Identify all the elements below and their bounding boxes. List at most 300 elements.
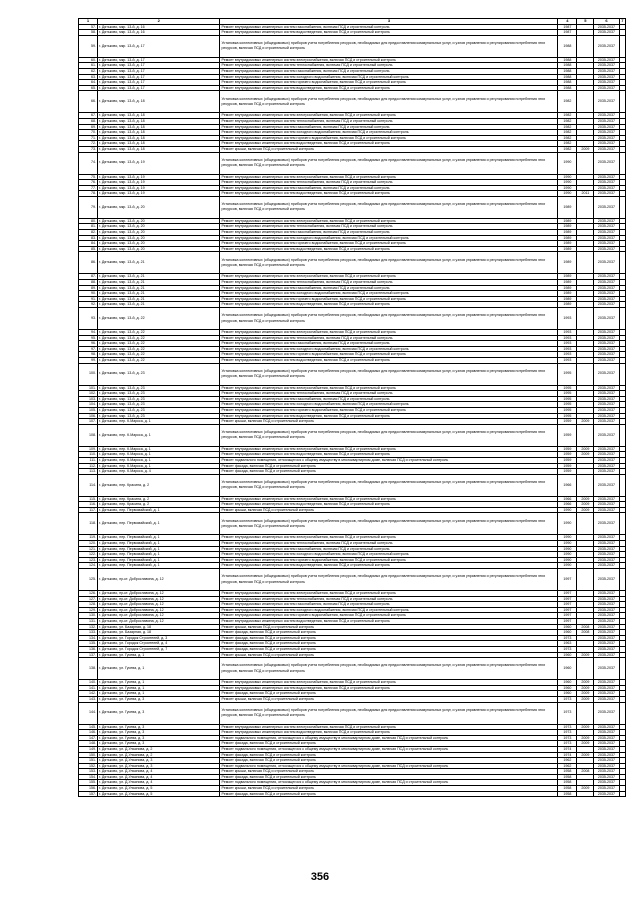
address-cell: г. Дятьково, мкр. 13-й, д. 18 [98,124,220,130]
work-type-cell: Установка коллективных (общедомовых) приборов учета потребления ресурсов, необходимых для предоставления коммунальных услуг, и узлов управления и регулирования потребления этих ресурсов, включая ПСД и строительный контроль [220,702,558,724]
row-number-cell: 152. [79,763,98,769]
notes-cell [619,91,625,113]
year-built-cell: 1973 [558,724,577,730]
row-number-cell: 80. [79,218,98,224]
address-cell: г. Дятьково, ул. Гусева, д. 1 [98,680,220,686]
work-type-cell: Ремонт внутридомовых инженерных систем холодного водоснабжения, включая ПСД и строительный контроль [220,235,558,241]
notes-cell [619,569,625,591]
address-cell: г. Дятьково, ул. Гусева, д. 1 [98,652,220,658]
notes-cell [619,474,625,496]
row-number-cell: 68. [79,118,98,124]
row-number-cell: 153. [79,769,98,775]
planned-period-cell: 2035-2037 [594,685,619,691]
planned-period-cell: 2035-2037 [594,335,619,341]
last-repair-year-cell [577,152,594,174]
address-cell: г. Дятьково, пер. Красина, д. 2 [98,496,220,502]
address-cell: г. Дятьково, ул. Гусева, д. 1 [98,658,220,680]
planned-period-cell: 2035-2037 [594,619,619,625]
planned-period-cell: 2035-2037 [594,613,619,619]
planned-period-cell: 2035-2037 [594,113,619,119]
year-built-cell: 1960 [558,691,577,697]
table-row [79,702,626,724]
row-number-cell: 105. [79,407,98,413]
address-cell: г. Дятьково, ул. Гусева, д. 3 [98,735,220,741]
year-built-cell: 1974 [558,746,577,752]
notes-cell [619,196,625,218]
planned-period-cell: 2035-2037 [594,563,619,569]
planned-period-cell: 2035-2037 [594,224,619,230]
address-cell: г. Дятьково, мкр. 13-й, д. 23 [98,402,220,408]
work-type-cell: Ремонт внутридомовых инженерных систем водоотведения, включая ПСД и строительный контроль [220,85,558,91]
year-built-cell: 1958 [558,769,577,775]
planned-period-cell: 2035-2037 [594,786,619,792]
row-number-cell: 113. [79,469,98,475]
last-repair-year-cell [577,513,594,535]
column-header-1: 1 [79,19,98,25]
year-built-cell: 1990 [558,541,577,547]
work-type-cell: Ремонт крыши, включая ПСД и строительный контроль [220,696,558,702]
planned-period-cell: 2035-2037 [594,174,619,180]
year-built-cell: 1982 [558,146,577,152]
planned-period-cell: 2035-2037 [594,346,619,352]
work-type-cell: Ремонт внутридомовых инженерных систем газоснабжения, включая ПСД и строительный контроль [220,602,558,608]
work-type-cell: Установка коллективных (общедомовых) приборов учета потребления ресурсов, необходимых для предоставления коммунальных услуг, и узлов управления и регулирования потребления этих ресурсов, включая ПСД и строительный контроль [220,569,558,591]
notes-cell [619,152,625,174]
row-number-cell: 90. [79,291,98,297]
row-number-cell: 156. [79,786,98,792]
work-type-cell: Ремонт внутридомовых инженерных систем холодного водоснабжения, включая ПСД и строительный контроль [220,130,558,136]
table-row [79,196,626,218]
year-built-cell: 1993 [558,308,577,330]
row-number-cell: 60. [79,57,98,63]
work-type-cell: Установка коллективных (общедомовых) приборов учета потребления ресурсов, необходимых для предоставления коммунальных услуг, и узлов управления и регулирования потребления этих ресурсов, включая ПСД и строительный контроль [220,658,558,680]
row-number-cell: 151. [79,758,98,764]
row-number-cell: 141. [79,685,98,691]
row-number-cell: 97. [79,346,98,352]
row-number-cell: 75. [79,174,98,180]
planned-period-cell: 2035-2037 [594,652,619,658]
work-type-cell: Ремонт фасада, включая ПСД и строительный контроль [220,463,558,469]
work-type-cell: Ремонт внутридомовых инженерных систем водоотведения, включая ПСД и строительный контроль [220,685,558,691]
table-row [79,308,626,330]
row-number-cell: 94. [79,330,98,336]
address-cell: г. Дятьково, пер. Первомайский, д. 1 [98,507,220,513]
address-cell: г. Дятьково, пер. Первомайский, д. 1 [98,535,220,541]
address-cell: г. Дятьково, пер. К.Маркса, д. 1 [98,457,220,463]
planned-period-cell: 2035-2037 [594,363,619,385]
address-cell: г. Дятьково, мкр. 13-й, д. 21 [98,274,220,280]
notes-cell [619,363,625,385]
year-built-cell: 1989 [558,296,577,302]
last-repair-year-cell: 2009 [577,680,594,686]
work-type-cell: Ремонт внутридомовых инженерных систем водоотведения, включая ПСД и строительный контроль [220,141,558,147]
planned-period-cell: 2035-2037 [594,180,619,186]
row-number-cell: 136. [79,646,98,652]
row-number-cell: 106. [79,413,98,419]
address-cell: г. Дятьково, ул. Д.Ульянова, д. 4 [98,769,220,775]
address-cell: г. Дятьково, ул. Гусева, д. 1 [98,691,220,697]
row-number-cell: 133. [79,630,98,636]
row-number-cell: 110. [79,452,98,458]
planned-period-cell: 2035-2037 [594,391,619,397]
planned-period-cell: 2035-2037 [594,135,619,141]
address-cell: г. Дятьково, пр-кт. Доброславина, д. 12 [98,596,220,602]
column-header-5: 5 [577,19,594,25]
row-number-cell: 124. [79,563,98,569]
year-built-cell: 1993 [558,330,577,336]
row-number-cell: 111. [79,457,98,463]
notes-cell [619,308,625,330]
row-number-cell: 88. [79,280,98,286]
row-number-cell: 107. [79,419,98,425]
row-number-cell: 157. [79,791,98,797]
planned-period-cell: 2035-2037 [594,63,619,69]
document-sheet [78,18,626,797]
year-built-cell: 1988 [558,80,577,86]
address-cell: г. Дятьково, мкр. 13-й, д. 16 [98,24,220,30]
year-built-cell: 1995 [558,363,577,385]
planned-period-cell: 2035-2037 [594,457,619,463]
year-built-cell: 1989 [558,218,577,224]
row-number-cell: 63. [79,74,98,80]
year-built-cell: 1973 [558,635,577,641]
year-built-cell: 1973 [558,741,577,747]
table-row [79,424,626,446]
year-built-cell: 1990 [558,152,577,174]
address-cell: г. Дятьково, мкр. 13-й, д. 19 [98,185,220,191]
year-built-cell: 1997 [558,613,577,619]
work-type-cell: Установка коллективных (общедомовых) приборов учета потребления ресурсов, необходимых для предоставления коммунальных услуг, и узлов управления и регулирования потребления этих ресурсов, включая ПСД и строительный контроль [220,196,558,218]
address-cell: г. Дятьково, ул. Базарная, д. 18 [98,630,220,636]
year-built-cell: 1990 [558,507,577,513]
address-cell: г. Дятьково, ул. Д.Ульянова, д. 2 [98,746,220,752]
row-number-cell: 96. [79,341,98,347]
row-number-cell: 104. [79,402,98,408]
planned-period-cell: 2035-2037 [594,496,619,502]
planned-period-cell: 2035-2037 [594,569,619,591]
year-built-cell: 1989 [558,241,577,247]
row-number-cell: 61. [79,63,98,69]
year-built-cell: 1988 [558,68,577,74]
planned-period-cell: 2035-2037 [594,385,619,391]
planned-period-cell: 2035-2037 [594,641,619,647]
work-type-cell: Ремонт внутридомовых инженерных систем горячего водоснабжения, включая ПСД и строительный контроль [220,296,558,302]
row-number-cell: 144. [79,702,98,724]
last-repair-year-cell: 2009 [577,507,594,513]
table-row [79,569,626,591]
address-cell: г. Дятьково, мкр. 13-й, д. 23 [98,407,220,413]
row-number-cell: 71. [79,135,98,141]
work-type-cell: Ремонт фасада, включая ПСД и строительный контроль [220,752,558,758]
last-repair-year-cell: 2011 [577,191,594,197]
planned-period-cell: 2035-2037 [594,763,619,769]
planned-period-cell: 2035-2037 [594,646,619,652]
planned-period-cell: 2035-2037 [594,624,619,630]
row-number-cell: 109. [79,446,98,452]
row-number-cell: 125. [79,569,98,591]
address-cell: г. Дятьково, мкр. 13-й, д. 18 [98,113,220,119]
year-built-cell: 1962 [558,758,577,764]
address-cell: г. Дятьково, пер. Первомайский, д. 1 [98,557,220,563]
planned-period-cell: 2035-2037 [594,230,619,236]
last-repair-year-cell: 2008 [577,630,594,636]
planned-period-cell: 2035-2037 [594,546,619,552]
row-number-cell: 121. [79,546,98,552]
year-built-cell: 1987 [558,24,577,30]
address-cell: г. Дятьково, мкр. 13-й, д. 17 [98,74,220,80]
row-number-cell: 122. [79,552,98,558]
work-type-cell: Ремонт внутридомовых инженерных систем водоотведения, включая ПСД и строительный контроль [220,246,558,252]
year-built-cell: 1958 [558,774,577,780]
planned-period-cell: 2035-2037 [594,419,619,425]
year-built-cell: 1973 [558,646,577,652]
planned-period-cell: 2035-2037 [594,469,619,475]
work-type-cell: Ремонт внутридомовых инженерных систем водоотведения, включая ПСД и строительный контроль [220,413,558,419]
address-cell: г. Дятьково, ул. Гусева, д. 3 [98,724,220,730]
work-type-cell: Ремонт внутридомовых инженерных систем теплоснабжения, включая ПСД и строительный контроль [220,541,558,547]
year-built-cell: 1987 [558,30,577,36]
address-cell: г. Дятьково, мкр. 13-й, д. 20 [98,235,220,241]
last-repair-year-cell: 2009 [577,146,594,152]
planned-period-cell: 2035-2037 [594,330,619,336]
planned-period-cell: 2035-2037 [594,352,619,358]
row-number-cell: 147. [79,735,98,741]
last-repair-year-cell [577,308,594,330]
address-cell: г. Дятьково, ул. Базарная, д. 18 [98,624,220,630]
address-cell: г. Дятьково, мкр. 13-й, д. 19 [98,180,220,186]
planned-period-cell: 2035-2037 [594,196,619,218]
work-type-cell: Ремонт внутридомовых инженерных систем электроснабжения, включая ПСД и строительный контроль [220,385,558,391]
year-built-cell: 1989 [558,235,577,241]
planned-period-cell: 2035-2037 [594,291,619,297]
year-built-cell: 1993 [558,341,577,347]
planned-period-cell: 2035-2037 [594,724,619,730]
work-type-cell: Ремонт внутридомовых инженерных систем газоснабжения, включая ПСД и строительный контроль [220,341,558,347]
address-cell: г. Дятьково, пер. Красина, д. 2 [98,502,220,508]
address-cell: г. Дятьково, пр-кт. Доброславина, д. 12 [98,619,220,625]
planned-period-cell: 2035-2037 [594,280,619,286]
address-cell: г. Дятьково, мкр. 13-й, д. 20 [98,246,220,252]
work-type-cell: Ремонт внутридомовых инженерных систем водоотведения, включая ПСД и строительный контроль [220,452,558,458]
year-built-cell: 1960 [558,652,577,658]
row-number-cell: 148. [79,741,98,747]
work-type-cell: Ремонт внутридомовых инженерных систем теплоснабжения, включая ПСД и строительный контроль [220,180,558,186]
work-type-cell: Ремонт внутридомовых инженерных систем газоснабжения, включая ПСД и строительный контроль [220,546,558,552]
last-repair-year-cell: 2009 [577,691,594,697]
work-type-cell: Установка коллективных (общедомовых) приборов учета потребления ресурсов, необходимых для предоставления коммунальных услуг, и узлов управления и регулирования потребления этих ресурсов, включая ПСД и строительный контроль [220,91,558,113]
address-cell: г. Дятьково, мкр. 13-й, д. 22 [98,341,220,347]
work-type-cell: Ремонт внутридомовых инженерных систем газоснабжения, включая ПСД и строительный контроль [220,285,558,291]
table-row [79,474,626,496]
address-cell: г. Дятьково, ул. Д.Ульянова, д. 3 [98,758,220,764]
work-type-cell: Ремонт внутридомовых инженерных систем горячего водоснабжения, включая ПСД и строительный контроль [220,557,558,563]
work-type-cell: Ремонт внутридомовых инженерных систем водоотведения, включая ПСД и строительный контроль [220,563,558,569]
row-number-cell: 86. [79,252,98,274]
row-number-cell: 83. [79,235,98,241]
address-cell: г. Дятьково, ул. Д.Ульянова, д. 4 [98,774,220,780]
row-number-cell: 74. [79,152,98,174]
planned-period-cell: 2035-2037 [594,630,619,636]
year-built-cell: 1993 [558,335,577,341]
work-type-cell: Ремонт фасада, включая ПСД и строительный контроль [220,791,558,797]
row-number-cell: 78. [79,191,98,197]
notes-cell [619,35,625,57]
planned-period-cell: 2035-2037 [594,241,619,247]
address-cell: г. Дятьково, ул. Д.Ульянова, д. 5 [98,786,220,792]
last-repair-year-cell: 2009 [577,652,594,658]
work-type-cell: Ремонт фасада, включая ПСД и строительный контроль [220,630,558,636]
address-cell: г. Дятьково, ул. Гусева, д. 3 [98,730,220,736]
address-cell: г. Дятьково, пр-кт. Доброславина, д. 12 [98,613,220,619]
work-type-cell: Ремонт внутридомовых инженерных систем газоснабжения, включая ПСД и строительный контроль [220,396,558,402]
planned-period-cell: 2035-2037 [594,274,619,280]
row-number-cell: 138. [79,658,98,680]
planned-period-cell: 2035-2037 [594,607,619,613]
work-type-cell: Ремонт крыши, включая ПСД и строительный контроль [220,786,558,792]
year-built-cell: 1982 [558,91,577,113]
capital-repair-table [78,18,626,797]
work-type-cell: Ремонт внутридомовых инженерных систем теплоснабжения, включая ПСД и строительный контроль [220,280,558,286]
work-type-cell: Ремонт внутридомовых инженерных систем теплоснабжения, включая ПСД и строительный контроль [220,596,558,602]
address-cell: г. Дятьково, мкр. 13-й, д. 23 [98,396,220,402]
address-cell: г. Дятьково, пер. К.Маркса, д. 1 [98,419,220,425]
planned-period-cell: 2035-2037 [594,552,619,558]
last-repair-year-cell: 2008 [577,624,594,630]
row-number-cell: 123. [79,557,98,563]
address-cell: г. Дятьково, мкр. 13-й, д. 18 [98,118,220,124]
year-built-cell: 1990 [558,546,577,552]
address-cell: г. Дятьково, мкр. 13-й, д. 18 [98,130,220,136]
planned-period-cell: 2035-2037 [594,246,619,252]
planned-period-cell: 2035-2037 [594,91,619,113]
work-type-cell: Ремонт внутридомовых инженерных систем горячего водоснабжения, включая ПСД и строительный контроль [220,135,558,141]
planned-period-cell: 2035-2037 [594,285,619,291]
work-type-cell: Ремонт фасада, включая ПСД и строительный контроль [220,758,558,764]
year-built-cell: 1990 [558,535,577,541]
year-built-cell: 1997 [558,569,577,591]
address-cell: г. Дятьково, мкр. 13-й, д. 22 [98,352,220,358]
notes-cell [619,791,625,797]
work-type-cell: Ремонт подвального помещения, относящегося к общему имуществу в многоквартирном доме, включая ПСД и строительный контроль [220,780,558,786]
year-built-cell: 1990 [558,174,577,180]
address-cell: г. Дятьково, мкр. 13-й, д. 18 [98,135,220,141]
row-number-cell: 67. [79,113,98,119]
year-built-cell: 1988 [558,85,577,91]
planned-period-cell: 2035-2037 [594,407,619,413]
year-built-cell: 1960 [558,624,577,630]
row-number-cell: 128. [79,602,98,608]
row-number-cell: 100. [79,363,98,385]
address-cell: г. Дятьково, мкр. 13-й, д. 22 [98,357,220,363]
year-built-cell: 1988 [558,63,577,69]
year-built-cell: 1959 [558,452,577,458]
planned-period-cell: 2035-2037 [594,124,619,130]
work-type-cell: Установка коллективных (общедомовых) приборов учета потребления ресурсов, необходимых для предоставления коммунальных услуг, и узлов управления и регулирования потребления этих ресурсов, включая ПСД и строительный контроль [220,363,558,385]
work-type-cell: Ремонт крыши, включая ПСД и строительный контроль [220,769,558,775]
planned-period-cell: 2035-2037 [594,252,619,274]
work-type-cell: Ремонт крыши, включая ПСД и строительный контроль [220,624,558,630]
planned-period-cell: 2035-2037 [594,557,619,563]
planned-period-cell: 2035-2037 [594,769,619,775]
address-cell: г. Дятьково, ул. Гусева, д. 1 [98,685,220,691]
year-built-cell: 1973 [558,730,577,736]
row-number-cell: 119. [79,535,98,541]
planned-period-cell: 2035-2037 [594,446,619,452]
row-number-cell: 103. [79,396,98,402]
year-built-cell: 1990 [558,557,577,563]
address-cell: г. Дятьково, мкр. 13-й, д. 20 [98,196,220,218]
work-type-cell: Ремонт внутридомовых инженерных систем холодного водоснабжения, включая ПСД и строительный контроль [220,552,558,558]
address-cell: г. Дятьково, ул. Городок Строителей, д. 3 [98,635,220,641]
row-number-cell: 70. [79,130,98,136]
work-type-cell: Ремонт крыши, включая ПСД и строительный контроль [220,507,558,513]
row-number-cell: 129. [79,607,98,613]
row-number-cell: 126. [79,591,98,597]
table-row [79,152,626,174]
work-type-cell: Ремонт внутридомовых инженерных систем холодного водоснабжения, включая ПСД и строительный контроль [220,402,558,408]
work-type-cell: Ремонт внутридомовых инженерных систем электроснабжения, включая ПСД и строительный контроль [220,218,558,224]
year-built-cell: 1993 [558,346,577,352]
planned-period-cell: 2035-2037 [594,191,619,197]
address-cell: г. Дятьково, мкр. 13-й, д. 21 [98,291,220,297]
year-built-cell: 1966 [558,474,577,496]
year-built-cell: 1959 [558,419,577,425]
year-built-cell: 1960 [558,685,577,691]
row-number-cell: 76. [79,180,98,186]
planned-period-cell: 2035-2037 [594,152,619,174]
year-built-cell: 1982 [558,124,577,130]
work-type-cell: Ремонт внутридомовых инженерных систем электроснабжения, включая ПСД и строительный контроль [220,680,558,686]
address-cell: г. Дятьково, ул. Д.Ульянова, д. 2 [98,752,220,758]
notes-cell [619,658,625,680]
row-number-cell: 82. [79,230,98,236]
planned-period-cell: 2035-2037 [594,507,619,513]
address-cell: г. Дятьково, ул. Гусева, д. 3 [98,702,220,724]
work-type-cell: Ремонт внутридомовых инженерных систем холодного водоснабжения, включая ПСД и строительный контроль [220,607,558,613]
row-number-cell: 137. [79,652,98,658]
work-type-cell: Ремонт внутридомовых инженерных систем горячего водоснабжения, включая ПСД и строительный контроль [220,407,558,413]
planned-period-cell: 2035-2037 [594,602,619,608]
last-repair-year-cell [577,658,594,680]
last-repair-year-cell: 2008 [577,769,594,775]
row-number-cell: 154. [79,774,98,780]
work-type-cell: Ремонт фасада, включая ПСД и строительный контроль [220,469,558,475]
planned-period-cell: 2035-2037 [594,74,619,80]
row-number-cell: 64. [79,80,98,86]
work-type-cell: Ремонт внутридомовых инженерных систем горячего водоснабжения, включая ПСД и строительный контроль [220,80,558,86]
last-repair-year-cell [577,702,594,724]
table-row [79,252,626,274]
address-cell: г. Дятьково, мкр. 13-й, д. 23 [98,413,220,419]
planned-period-cell: 2035-2037 [594,596,619,602]
year-built-cell: 1990 [558,180,577,186]
address-cell: г. Дятьково, мкр. 13-й, д. 17 [98,63,220,69]
address-cell: г. Дятьково, мкр. 13-й, д. 21 [98,285,220,291]
year-built-cell: 1990 [558,185,577,191]
address-cell: г. Дятьково, мкр. 13-й, д. 16 [98,30,220,36]
address-cell: г. Дятьково, мкр. 13-й, д. 18 [98,91,220,113]
address-cell: г. Дятьково, мкр. 13-й, д. 22 [98,346,220,352]
row-number-cell: 99. [79,357,98,363]
work-type-cell: Ремонт внутридомовых инженерных систем электроснабжения, включая ПСД и строительный контроль [220,535,558,541]
work-type-cell: Ремонт подвального помещения, относящегося к общему имуществу в многоквартирном доме, включая ПСД и строительный контроль [220,735,558,741]
address-cell: г. Дятьково, пер. Первомайский, д. 1 [98,541,220,547]
address-cell: г. Дятьково, мкр. 13-й, д. 17 [98,35,220,57]
planned-period-cell: 2035-2037 [594,118,619,124]
planned-period-cell: 2035-2037 [594,746,619,752]
work-type-cell: Ремонт внутридомовых инженерных систем газоснабжения, включая ПСД и строительный контроль [220,185,558,191]
planned-period-cell: 2035-2037 [594,296,619,302]
